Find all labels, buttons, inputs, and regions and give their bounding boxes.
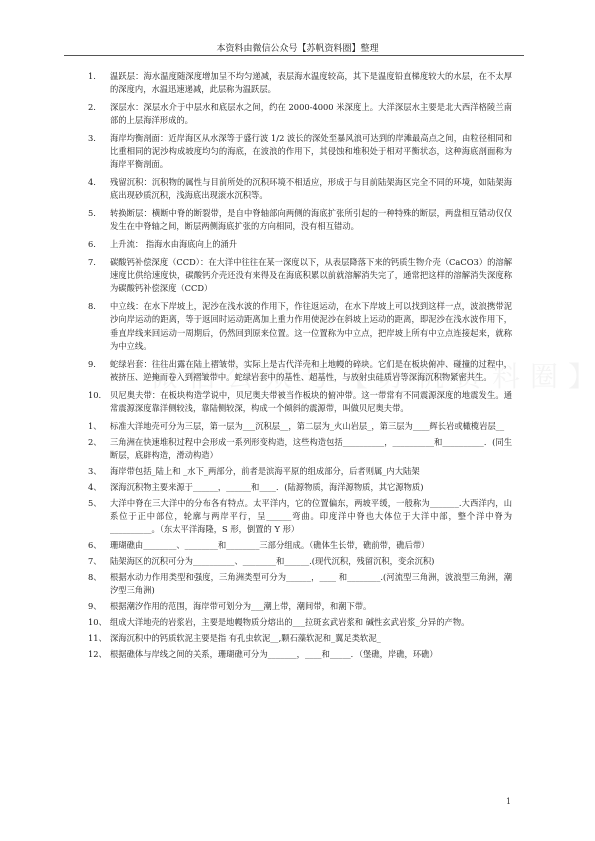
fill-in-question (88, 436, 512, 462)
term-definition-text: 蛇绿岩套：往往出露在陆上褶皱带，实际上是古代洋壳和上地幔的碎块。它们是在板块俯冲、碰撞的过程中，被挤压、逆掩而卷入到褶皱带中。蛇绿岩套中的基性、超基性，与放射虫硅质岩等深海沉积物紧密共生。 (110, 358, 512, 382)
term-definition-text: 贝尼奥夫带：在板块构造学说中，贝尼奥夫带被当作板块的俯冲带。这一带常有不同震源深度的地震发生。通常震源深度靠洋侧较浅，靠陆侧较深，构成一个倾斜的震源带，叫做贝尼奥夫带。 (110, 389, 512, 413)
term-definition (88, 132, 512, 172)
term-definition-number: 5. (88, 208, 96, 219)
header-divider (64, 55, 524, 56)
fill-in-question (88, 600, 512, 613)
term-definition-text: 残留沉积：沉积物的属性与目前所处的沉积环境不相适应，形成于与目前陆架海区完全不同的环境，如陆架海底出现砂质沉积，浅海底出现滚水沉积等。 (110, 177, 512, 201)
page-header: 本资料由微信公众号【苏帆资料圈】整理 (216, 44, 379, 54)
fill-in-question-number: 8、 (88, 572, 102, 583)
term-definition-text: 碳酸钙补偿深度（CCD）：在大洋中往往在某一深度以下，从表层降落下来的钙质生物介壳（CaCO3）的溶解速度比供给速度快，碳酸钙介壳还没有来得及在海底积累以前就溶解消失完了，通常把这样的溶解消失深度称为碳酸钙补偿深度（CCD） (110, 257, 512, 294)
fill-in-question-number: 11、 (88, 633, 107, 644)
fill-in-question-number: 9、 (88, 601, 102, 612)
fill-in-question (88, 571, 512, 597)
fill-in-question-text: 珊瑚礁由________、________和________三部分组成。（礁体生长带，礁前带，礁后带） (110, 540, 430, 551)
fill-in-question-text: 大洋中脊在三大洋中的分布各有特点。太平洋内，它的位置偏东，两坡平缓，一般称为_______.大西洋内，山系位于正中部位，轮廓与两岸平行，呈______弯曲。印度洋中脊也大体位于大洋中部，整个洋中脊为__________。（东太平洋海隆，S 形，倒置的 Y 形） (110, 497, 512, 535)
fill-in-question-number: 4、 (88, 481, 102, 492)
term-definition-number: 10. (88, 389, 102, 400)
fill-in-question (88, 632, 512, 645)
term-definition-number: 8. (88, 301, 96, 312)
fill-in-question (88, 539, 512, 552)
fill-in-question-text: 标准大洋地壳可分为三层，第一层为___沉积层__，第二层为_火山岩层_，第三层为____辉长岩或橄榄岩层__ (110, 420, 505, 431)
fill-in-question (88, 420, 512, 433)
fill-in-question-text: 根据潮汐作用的范围，海岸带可划分为___潮上带，潮间带，和潮下带。 (110, 601, 372, 612)
term-definition-text: 温跃层：海水温度随深度增加呈不均匀递减，表层海水温度较高，其下是温度铅直梯度较大的水层，在不太厚的深度内，水温迅速递减，此层称为温跃层。 (110, 71, 512, 95)
fill-in-question-number: 10、 (88, 617, 107, 628)
term-definition (88, 207, 512, 233)
fill-in-question-number: 1、 (88, 420, 102, 431)
fill-in-question-number: 3、 (88, 465, 102, 476)
fill-in-question (88, 481, 512, 494)
term-definition (88, 238, 512, 251)
fill-in-question (88, 555, 512, 568)
fill-in-question-text: 根据礁体与岸线之间的关系，珊瑚礁可分为_______，____和_____．（堡礁，岸礁，环礁） (110, 649, 438, 660)
term-definition-number: 7. (88, 257, 96, 267)
fill-in-question-number: 5、 (88, 497, 102, 508)
term-definition-number: 9. (88, 358, 96, 369)
fill-in-question-number: 2、 (88, 436, 102, 447)
term-definition-number: 6. (88, 239, 96, 250)
term-definitions-list (0, 70, 595, 415)
fill-in-question (88, 497, 512, 537)
term-definition (88, 176, 512, 202)
fill-in-question (88, 616, 512, 629)
fill-in-question-number: 12、 (88, 649, 107, 660)
document-body (0, 70, 595, 664)
fill-in-question-text: 深海沉积中的钙质软泥主要是指 有孔虫软泥__,颗石藻软泥和_翼足类软泥_ (110, 633, 381, 644)
term-definition-number: 1. (88, 71, 96, 81)
fill-in-question-text: 海岸带包括_陆上和 _水下_两部分，前者是滨海平原的组成部分，后者则属_内大陆架 (110, 465, 420, 476)
page-number: 1 (506, 797, 512, 806)
term-definition-number: 4. (88, 177, 96, 188)
term-definition (88, 101, 512, 127)
fill-in-question-number: 6、 (88, 540, 102, 551)
term-definition-number: 2. (88, 102, 96, 112)
fill-in-question-text: 深海沉积物主要来源于______，______和____．(陆源物质，海洋源物质，其它源物质) (110, 481, 424, 492)
term-definition (88, 358, 512, 384)
fill-in-question-text: 组成大洋地壳的岩浆岩，主要是地幔物质分熔出的___拉斑玄武岩浆和 碱性玄武岩浆_分异的产物。 (110, 617, 470, 628)
term-definition-text: 深层水：深层水介于中层水和底层水之间，约在 2000-4000 米深度上。大洋深层水主要是北大西洋格陵兰南部的上层海洋形成的。 (110, 102, 512, 126)
fill-in-question-number: 7、 (88, 556, 102, 567)
fill-in-question-text: 陆架海区的沉积可分为__________、________和______.(现代沉积，残留沉积，变余沉积) (110, 556, 435, 567)
term-definition-number: 3. (88, 133, 96, 143)
term-definition-text: 上升流： 指海水由海底向上的涌升 (110, 239, 238, 250)
term-definition (88, 300, 512, 353)
term-definition (88, 70, 512, 96)
fill-in-question-text: 根据水动力作用类型和强度，三角洲类型可分为______，____ 和________.(河流型三角洲，波浪型三角洲，潮汐型三角洲) (110, 572, 512, 596)
term-definition-text: 海岸均衡剖面：近岸海区从水深等于盛行波 1/2 波长的深处至暴风浪可达到的岸滩最高点之间，由粒径相同和比重相同的泥沙构成坡度均匀的海底，在波浪的作用下，其侵蚀和堆积处于相对平衡状态，这种海底剖面称为海岸平衡剖面。 (110, 133, 512, 170)
term-definition-text: 中立线：在水下岸坡上，泥沙在浅水波的作用下，作往返运动，在水下岸坡上可以找到这样一点，波浪携带泥沙向岸运动的距离，等于返回时运动距离加上重力作用使泥沙在斜坡上运动的距离，即泥沙在浅水波作用下，垂直岸线来回运动一周期后，仍然回到原来位置。这一位置称为中立点，把岸坡上所有中立点连接起来，就称为中立线。 (110, 301, 512, 351)
term-definition (88, 256, 512, 296)
fill-in-question-text: 三角洲在快速堆积过程中会形成一系列形变构造，这些构造包括__________，__________和__________．(同生断层，底辟构造，滑动构造） (110, 436, 512, 460)
term-definition-text: 转换断层：横断中脊的断裂带，是自中脊轴部向两侧的海底扩张所引起的一种特殊的断层，两盘相互错动仅仅发生在中脊轴之间，断层两侧海底扩张的方向相同，没有相互错动。 (110, 208, 512, 232)
fill-in-question (88, 465, 512, 478)
fill-in-questions-list (0, 420, 595, 662)
term-definition (88, 389, 512, 415)
fill-in-question (88, 648, 512, 661)
